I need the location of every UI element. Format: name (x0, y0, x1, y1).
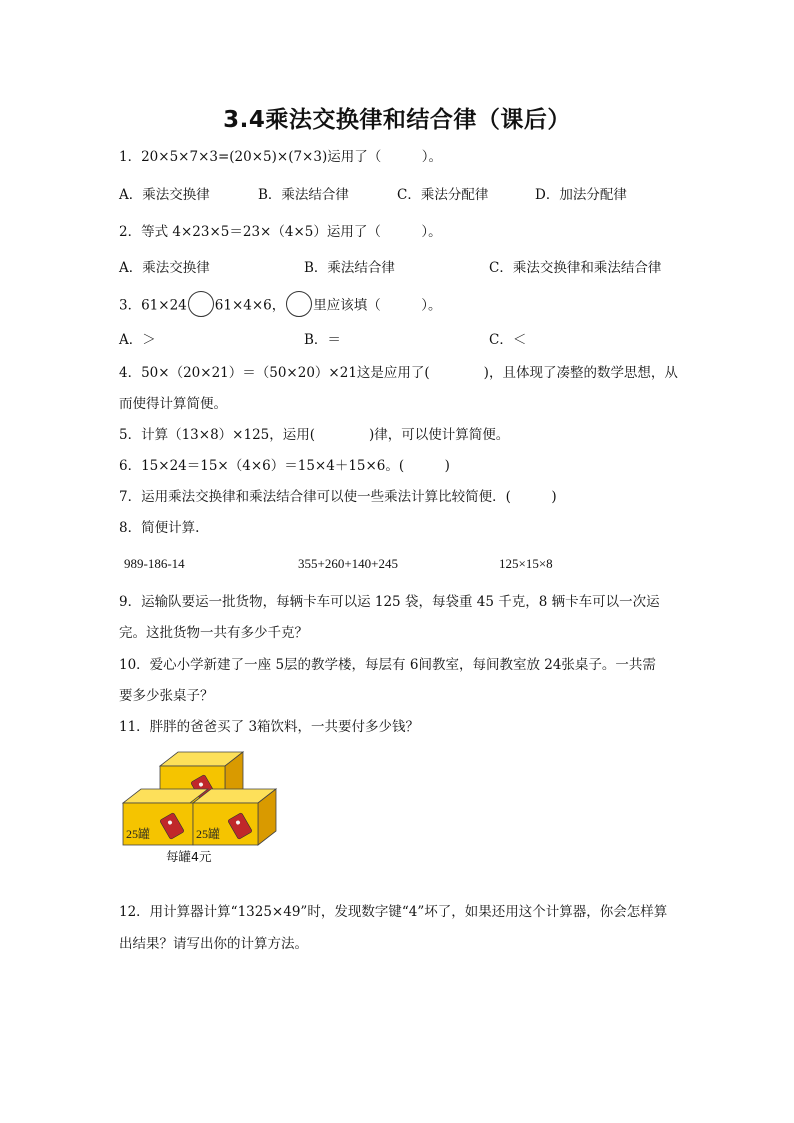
q3-prompt: 里应该填（ ）。 (313, 297, 442, 314)
calc-expression-2: 355+260+140+245 (298, 556, 398, 571)
question-4-line-2: 而使得计算简便。 (119, 396, 227, 412)
question-12-line-1: 12．用计算器计算“1325×49”时，发现数字键“4”坏了，如果还用这个计算器，你会怎样算 (119, 904, 668, 920)
drink-box (193, 789, 276, 845)
compare-circle (286, 291, 312, 317)
calc-expression-3: 125×15×8 (499, 556, 553, 571)
q3-right-expression: 61×4×6， (214, 297, 286, 314)
q2-option-a: A．乘法交换律 (119, 260, 210, 276)
question-9-line-1: 9．运输队要运一批货物，每辆卡车可以运 125 袋，每袋重 45 千克，8 辆卡车可以一次运 (119, 594, 660, 610)
question-4-line-1: 4．50×（20×21）＝（50×20）×21这是应用了( )，且体现了凑整的数学思想，从 (119, 365, 678, 381)
q1-option-b: B．乘法结合律 (258, 187, 349, 203)
question-10-line-1: 10．爱心小学新建了一座 5层的教学楼，每层有 6间教室，每间教室放 24张桌子。一共需 (119, 657, 656, 673)
question-6: 6．15×24＝15×（4×6）＝15×4＋15×6。( ) (119, 458, 450, 474)
question-12-line-2: 出结果？请写出你的计算方法。 (119, 936, 308, 952)
q3-option-b: B．＝ (304, 332, 341, 348)
question-2: 2．等式 4×23×5＝23×（4×5）运用了（ ）。 (119, 224, 442, 240)
q3-option-a: A．＞ (119, 332, 156, 348)
page-title: 3.4乘法交换律和结合律（课后） (223, 107, 571, 133)
q2-option-b: B．乘法结合律 (304, 260, 395, 276)
price-caption: 每罐4元 (166, 849, 212, 864)
question-3 (119, 295, 442, 317)
question-8: 8．简便计算. (119, 520, 200, 536)
question-7: 7．运用乘法交换律和乘法结合律可以使一些乘法计算比较简便．( ) (119, 489, 557, 505)
q3-option-c: C．＜ (489, 332, 527, 348)
compare-circle (188, 291, 214, 317)
question-1: 1．20×5×7×3=(20×5)×(7×3)运用了（ ）。 (119, 149, 442, 165)
box-label: 25罐 (196, 827, 221, 841)
question-11: 11．胖胖的爸爸买了 3箱饮料，一共要付多少钱？ (119, 719, 420, 735)
box-label: 25罐 (126, 827, 151, 841)
q1-option-d: D．加法分配律 (535, 187, 627, 203)
question-9-line-2: 完。这批货物一共有多少千克？ (119, 625, 308, 641)
q1-option-a: A．乘法交换律 (119, 187, 210, 203)
q1-option-c: C．乘法分配律 (397, 187, 489, 203)
question-10-line-2: 要多少张桌子？ (119, 688, 214, 704)
q3-left-expression: 3．61×24 (119, 297, 187, 314)
calc-expression-1: 989-186-14 (124, 556, 185, 571)
question-5: 5．计算（13×8）×125，运用( )律，可以使计算简便。 (119, 427, 510, 443)
q2-option-c: C．乘法交换律和乘法结合律 (489, 260, 662, 276)
